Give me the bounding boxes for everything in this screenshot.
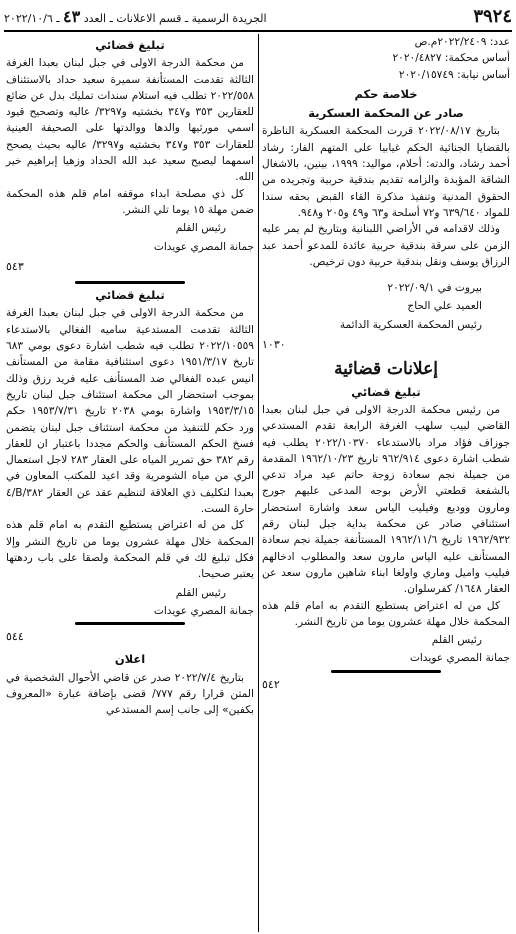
- separator: [6, 622, 254, 625]
- notice-number: ٥٤٤: [6, 630, 24, 644]
- case-meta: [262, 34, 510, 83]
- court-basis: أساس محكمة: ٢٠٢٠/٤٨٢٧: [392, 52, 510, 65]
- clerk-name: جمانة المصري عويدات: [153, 240, 254, 253]
- clerk-name: جمانة المصري عويدات: [409, 652, 510, 665]
- notice-paragraph: من محكمة الدرجة الاولى في جبل لبنان بعبدا الغرفة الثالثة تقدمت المستدعية ساميه الفغالي بالاستدعاء ٢٠٢٢/١٠٥٥٩ تطلب فيه شطب اشارة دعوى بومي ٦٨٣ تاريخ ١٩٥١/٣/١٧ دعوى استئنافية مقامة من المستأنف انيس عبده الفغالي ضد المستأنف عليه فريد رزق وذلك بموجب استحضار الى محكمة استئناف جبل لبنان تاريخ ١٩٥٣/٣/١٥ واشارة بومي ٢٠٣٨ تاريخ ١٩٥٣/٧/٣١ حكم ورد حكم للتنفيذ من محكمة استئناف جبل لبنان يتضمن فسخ الحكم المستأنف والحكم مجددا باعتبار ان للعقار رقم ٣٨٢ حق تمرير المياه على العقار ٢٨٣ لاجل استعمال الري من مياه الشومرية وقد اعيد للمكتب المعاون في بعبدا لتكليف ذي العلاقة لتنظيم عقد عن العقار ٣٨٢/B/٤ حارة الست.: [6, 307, 254, 516]
- separator: [6, 281, 254, 284]
- summary-title: خلاصة حكم: [354, 86, 418, 101]
- section-title: إعلانات قضائية: [334, 359, 438, 380]
- signer-title: رئيس المحكمة العسكرية الدائمة: [339, 318, 482, 331]
- clerk-title: رئيس القلم: [431, 634, 482, 647]
- objection-paragraph: كل من له اعتراض يستطيع التقدم به امام قلم هذه المحكمة خلال مهلة عشرون يوما من تاريخ النشر.: [262, 599, 510, 628]
- announcement-title: اعلان: [114, 652, 146, 667]
- clerk-title: رئيس القلم: [175, 222, 226, 235]
- issue-number: ٤٣: [63, 6, 81, 26]
- left-column: [6, 34, 254, 719]
- objection-paragraph: كل ذي مصلحة ابداء موقفه امام قلم هذه المحكمة ضمن مهلة ١٥ يوما تلي النشر.: [6, 187, 254, 216]
- announcement-paragraph: بتاريخ ٢٠٢٢/٧/٤ صدر عن قاضي الأحوال الشخصية في المتن قرارا رقم ٧٧٧/ قضى بإضافة عبارة «المعروف بكفين» إلى جانب إسم المستدعي: [6, 671, 254, 717]
- clerk-title: رئيس القلم: [175, 586, 226, 599]
- verdict-reason-paragraph: وذلك لاقدامه في الأراضي اللبنانية وبتاريخ لم يمر عليه الزمن على سرقة بندقية حربية عائدة للمدعو أحمد عبد الرزاق يوسف ونقل بندقية حربية دون ترخيص.: [262, 223, 510, 268]
- header-rule: [4, 30, 512, 32]
- case-number: عدد: ٢٠٢٢/٢٤٠٩م.ص: [414, 36, 510, 48]
- notice-title: تبليغ قضائي: [95, 288, 165, 303]
- notice-paragraph: من محكمة الدرجة الاولى في جبل لبنان بعبدا الغرفة الثالثة تقدمت المستأنفة سميرة سعيد حداد بالاستئناف ٢٠٢٢/٥٥٨ تطلب فيه استلام سندات تمليك بدل عن ضائع للعقارين ٣٥٣ و٣٤٧ بخشتيه و٣٢٩٧/ عاليه وتصحيح قيود اسمي مورثيها والدها ووالدتها على الصحيفة العينية للعقارات ٣٥٣ و٣٤٧ بخشتيه و٣٢٩٧/ عاليه بحيث يصحح اسمهما ليصبح سعيد عبد الله الحداد وزهيا إبراهيم خير الله.: [6, 57, 255, 184]
- notice-title: تبليغ قضائي: [95, 38, 165, 52]
- objection-paragraph: كل من له اعتراض يستطيع التقدم به امام قلم هذه المحكمة خلال مهلة عشرون يوما من تاريخ النشر وإلا فكل تبليغ لك في قلم المحكمة ولصقا على باب ردهتها يعتبر صحيحا.: [6, 519, 254, 581]
- publication-line: [4, 7, 267, 26]
- notice-paragraph: من رئيس محكمة الدرجة الاولى في جبل لبنان بعبدا القاضي لبيب سلهب الغرفة الرابعة تقدم المستدعي جوزاف فؤاد مراد بالاستدعاء ٢٠٢٢/١٠٣٧٠ يطلب فيه شطب اشارة دعوى ٩٦٢/٩١٤ تاريخ ١٩٦٢/١٠/٢٣ المقدمة من جميلة نجم سعادة زوجة حاتم عيد مراد تدعي بالشفعة قطعتي الأرض بوجه المدعى عليهم جورج ومارون ووديع وفيليب الياس سعد واشارة استحضار استئنافي صادر عن محكمة بداية جبل لبنان رقم ١٩٦٢/٩٣٢ تاريخ ١٩٦٢/١١/٦ المستأنفة جميلة نجم سعادة المستأنف عليه الياس مارون سعد والمطلوب ادخالهم فيليب واميل وماري واولغا ابناء شاهين مارون سعد عن العقار ١٦٤٨/ كفرسلوان.: [262, 403, 510, 596]
- right-column: [262, 34, 510, 699]
- issue-date: ـ ٢٠٢٢/١٠/٦: [4, 11, 60, 25]
- place-date: بيروت في ٢٠٢٢/٠٩/١: [387, 282, 482, 295]
- prosecution-basis: أساس نيابة: ٢٠٢٠/١٥٧٤٩: [398, 68, 510, 81]
- notice-title: تبليغ قضائي: [351, 384, 421, 399]
- separator: [262, 670, 510, 673]
- page-header: [4, 2, 512, 30]
- clerk-name: جمانة المصري عويدات: [153, 604, 254, 617]
- notice-number: ١٠٣٠: [262, 338, 286, 352]
- notice-number: ٥٤٢: [262, 677, 280, 691]
- signer-name: العميد علي الحاج: [407, 300, 482, 313]
- summary-subtitle: صادر عن المحكمة العسكرية: [308, 106, 464, 121]
- column-divider: [258, 34, 259, 932]
- verdict-paragraph: بتاريخ ٢٠٢٢/٠٨/١٧ قررت المحكمة العسكرية الناظرة بالقضايا الجنائية الحكم غيابيا على المتهم الفار: رشاد أحمد رشاد، والدته: أحلام، مواليد: ١٩٩٩، بينين، بالاشغال الشاقة المؤبدة والزامه تقديم بندقية حربية وتجريده من الحقوق المدنية وتنفيذ مذكرة القاء القبض بحقه سندا للمواد ٦٣٩/٦٤٠ و٧٢ أسلحة و٦٣ و٤٩ و٢٠٥ و٩٤٨.: [262, 125, 510, 219]
- publication-name: الجريدة الرسمية ـ قسم الاعلانات ـ العدد: [83, 11, 267, 25]
- notice-number: ٥٤٣: [6, 259, 24, 273]
- page-number: ٣٩٢٤: [473, 5, 512, 27]
